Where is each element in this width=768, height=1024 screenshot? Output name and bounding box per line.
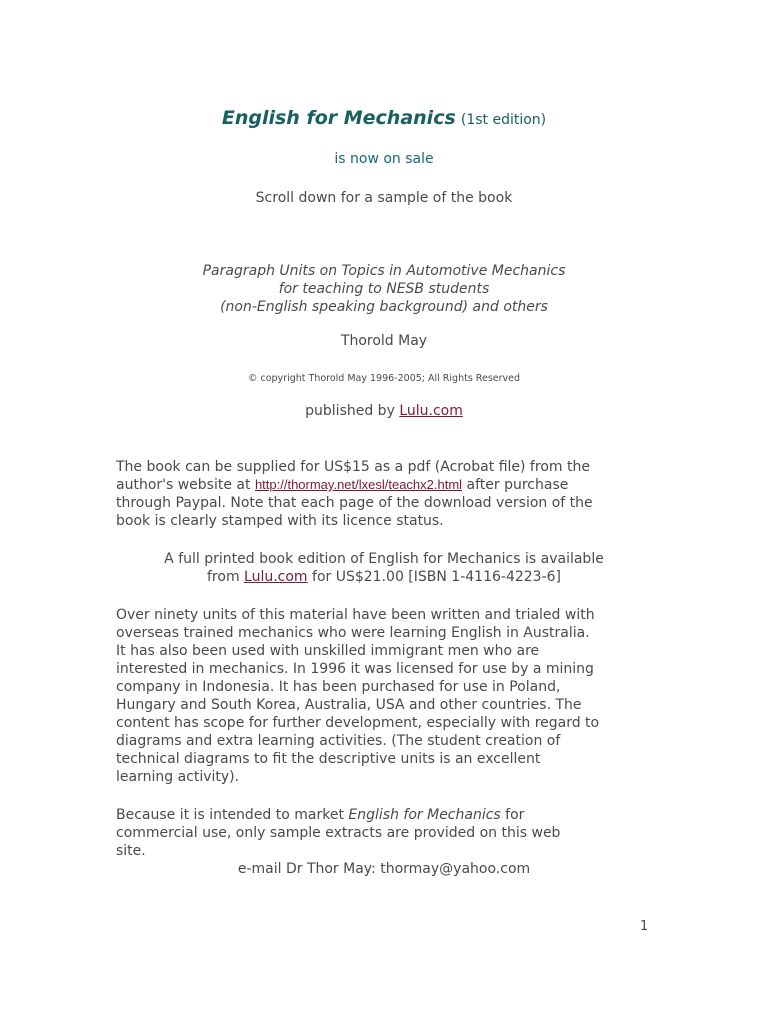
pdf-availability-paragraph <box>116 458 656 530</box>
paragraph-line: interested in mechanics. In 1996 it was licensed for use by a mining <box>116 661 594 677</box>
paragraph-line: It has also been used with unskilled immigrant men who are <box>116 643 540 659</box>
published-prefix: published by <box>305 403 400 419</box>
paragraph-line: learning activity). <box>116 769 240 785</box>
on-sale-notice: is now on sale <box>334 151 434 167</box>
publisher-line <box>0 403 768 419</box>
book-title: English for Mechanics <box>221 107 456 129</box>
paragraph-line <box>110 568 658 586</box>
paragraph-line: book is clearly stamped with its licence status. <box>116 513 444 529</box>
scroll-note: Scroll down for a sample of the book <box>255 190 513 206</box>
title-line <box>0 107 768 129</box>
commercial-use-paragraph <box>116 806 656 860</box>
paragraph-text: after purchase <box>462 477 569 493</box>
lulu-link-printed[interactable]: Lulu.com <box>244 569 308 585</box>
subtitle-line-3: (non-English speaking background) and others <box>220 299 548 315</box>
subtitle-line-2: for teaching to NESB students <box>278 281 490 297</box>
paragraph-line: through Paypal. Note that each page of the download version of the <box>116 495 593 511</box>
paragraph-line: overseas trained mechanics who were learning English in Australia. <box>116 625 590 641</box>
paragraph-line: commercial use, only sample extracts are provided on this web <box>116 825 561 841</box>
copyright-notice: © copyright Thorold May 1996-2005; All Rights Reserved <box>247 373 521 384</box>
paragraph-text: for <box>500 807 525 823</box>
subtitle-line-1: Paragraph Units on Topics in Automotive Mechanics <box>202 263 566 279</box>
paragraph-line: A full printed book edition of English for Mechanics is available <box>164 551 604 567</box>
paragraph-text: for US$21.00 [ISBN 1-4116-4223-6] <box>307 569 561 585</box>
paragraph-line: Hungary and South Korea, Australia, USA and other countries. The <box>116 697 582 713</box>
paragraph-line: Over ninety units of this material have been written and trialed with <box>116 607 595 623</box>
author-name: Thorold May <box>340 333 428 349</box>
paragraph-text: from <box>207 569 245 585</box>
printed-edition-paragraph <box>110 550 658 586</box>
paragraph-line <box>116 806 656 824</box>
book-title-italic: English for Mechanics <box>348 807 501 823</box>
paragraph-line: The book can be supplied for US$15 as a pdf (Acrobat file) from the <box>116 459 590 475</box>
paragraph-line: company in Indonesia. It has been purchased for use in Poland, <box>116 679 561 695</box>
paragraph-text: Because it is intended to market <box>116 807 349 823</box>
paragraph-line: diagrams and extra learning activities. (The student creation of <box>116 733 561 749</box>
contact-email: e-mail Dr Thor May: thormay@yahoo.com <box>237 861 531 877</box>
page-number: 1 <box>640 919 649 934</box>
paragraph-line <box>116 476 656 494</box>
edition-label: (1st edition) <box>460 112 547 128</box>
paragraph-line: technical diagrams to fit the descriptive units is an excellent <box>116 751 541 767</box>
lulu-link[interactable]: Lulu.com <box>399 403 463 419</box>
paragraph-text: author's website at <box>116 477 255 493</box>
paragraph-line: content has scope for further development, especially with regard to <box>116 715 600 731</box>
paragraph-line: site. <box>116 843 146 859</box>
usage-history-paragraph <box>116 606 656 786</box>
subtitle-block <box>0 262 768 316</box>
author-website-link[interactable]: http://thormay.net/lxesl/teachx2.html <box>254 477 463 492</box>
